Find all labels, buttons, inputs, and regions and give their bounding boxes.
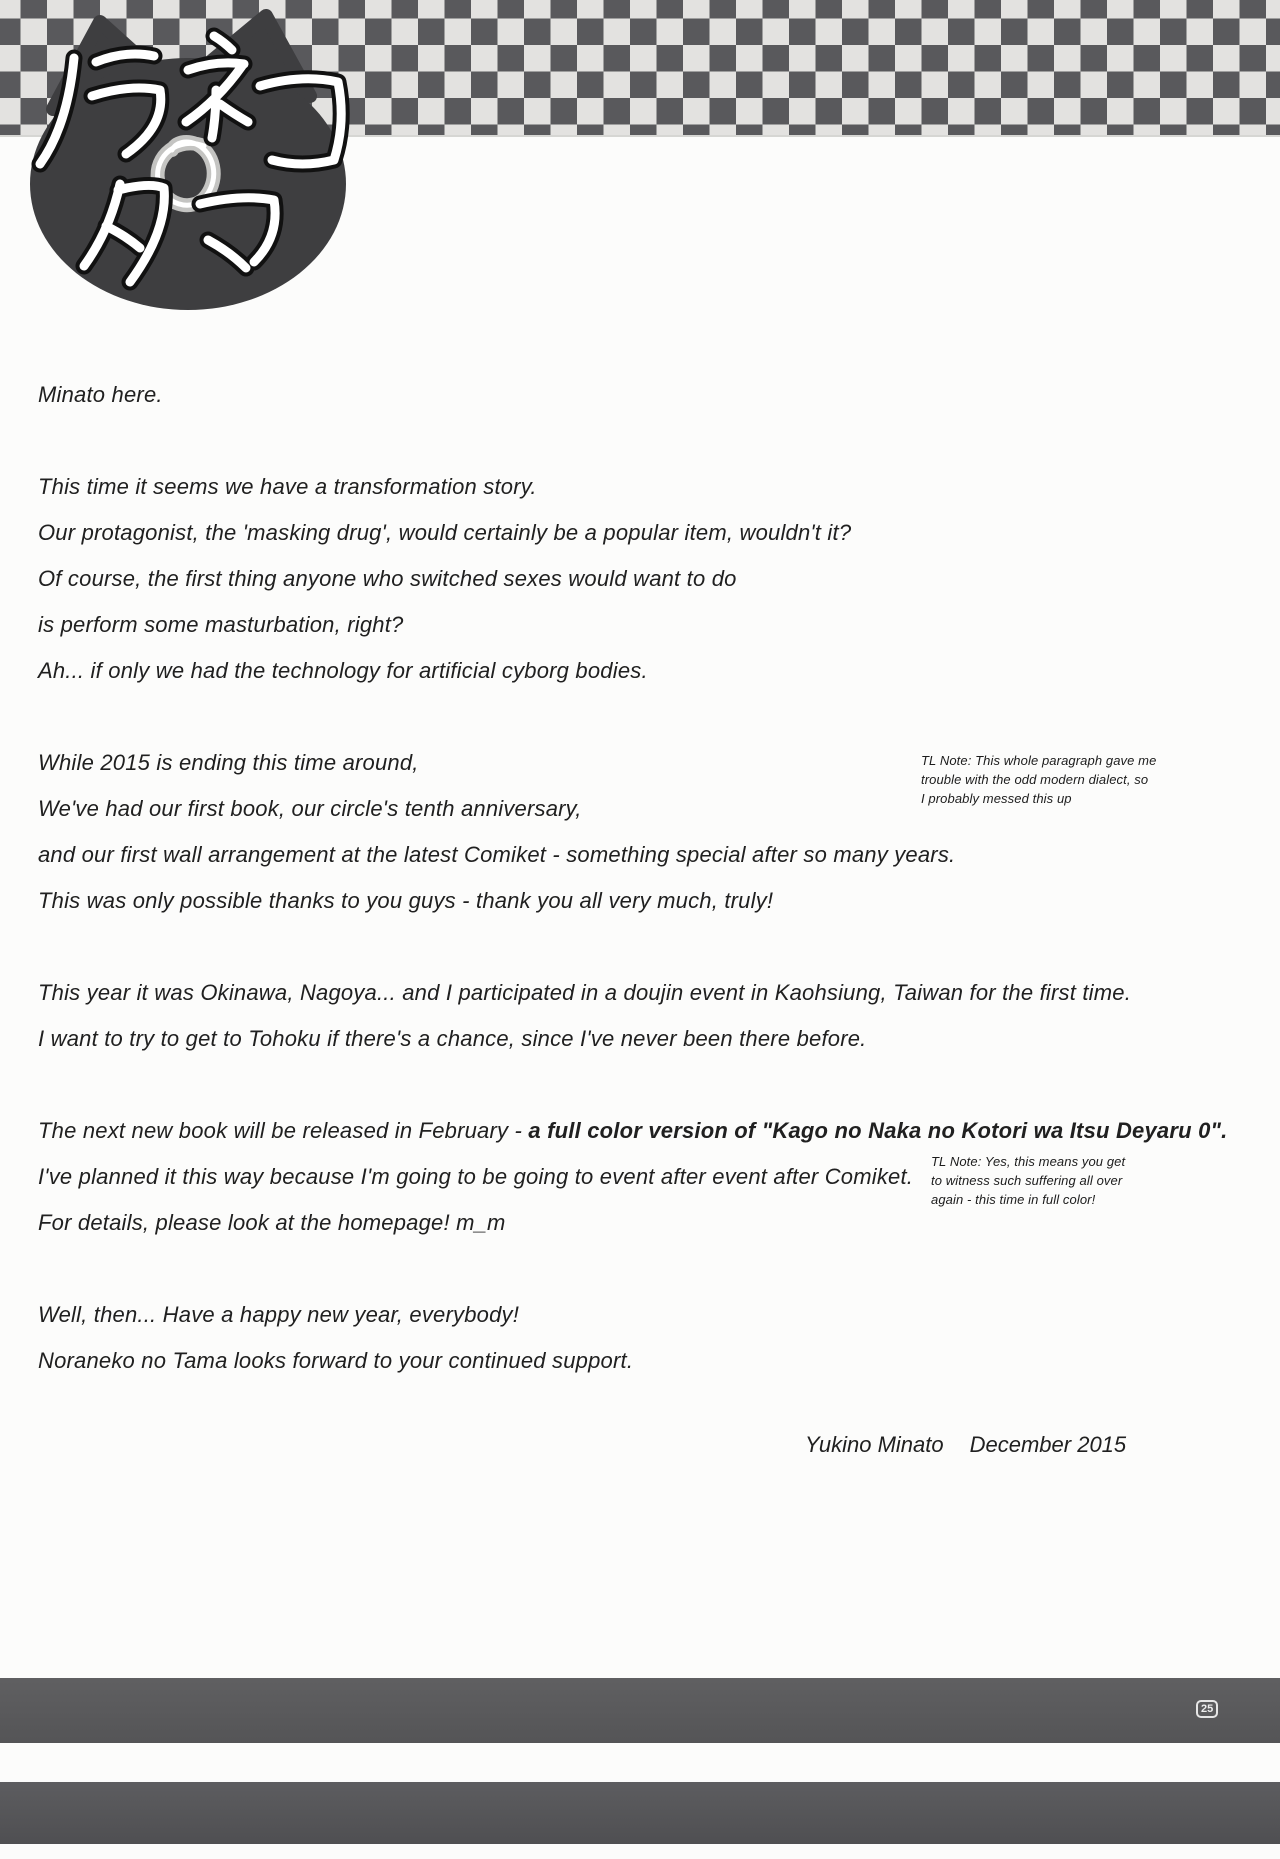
body-line bbox=[38, 648, 1268, 694]
body-text-segment: We've had our first book, our circle's tenth anniversary, bbox=[38, 796, 582, 821]
body-text-segment: is perform some masturbation, right? bbox=[38, 612, 404, 637]
signature-date: December 2015 bbox=[969, 1432, 1127, 1457]
tl-note-line: I probably messed this up bbox=[921, 791, 1072, 806]
body-line bbox=[38, 464, 1268, 510]
body-line bbox=[38, 556, 1268, 602]
bottom-bar-2 bbox=[0, 1782, 1280, 1844]
tl-note-line: TL Note: This whole paragraph gave me bbox=[921, 753, 1157, 768]
body-text-segment: This year it was Okinawa, Nagoya... and I participated in a doujin event in Kaohsiung, Taiwan for the first time. bbox=[38, 980, 1132, 1005]
body-line bbox=[38, 602, 1268, 648]
body-text-segment: Well, then... Have a happy new year, everybody! bbox=[38, 1302, 520, 1327]
body-text-segment: This time it seems we have a transformation story. bbox=[38, 474, 537, 499]
author-name: Yukino Minato bbox=[805, 1432, 944, 1457]
tl-note-1 bbox=[921, 751, 1156, 808]
circle-logo bbox=[8, 4, 368, 316]
body-line bbox=[38, 694, 1268, 740]
tl-note-line: to witness such suffering all over bbox=[931, 1173, 1123, 1188]
tl-note-line: trouble with the odd modern dialect, so bbox=[921, 772, 1149, 787]
body-line bbox=[38, 1292, 1268, 1338]
page-number-badge: 25 bbox=[1196, 1700, 1218, 1718]
body-text-segment: The next new book will be released in February - bbox=[38, 1118, 529, 1143]
signature bbox=[805, 1432, 1126, 1458]
body-line bbox=[38, 418, 1268, 464]
body-line bbox=[38, 970, 1268, 1016]
bottom-bar-1 bbox=[0, 1678, 1280, 1743]
tl-note-line: again - this time in full color! bbox=[931, 1192, 1096, 1207]
body-text-segment: Noraneko no Tama looks forward to your continued support. bbox=[38, 1348, 634, 1373]
body-text-bold-segment: a full color version of "Kago no Naka no Kotori wa Itsu Deyaru 0". bbox=[528, 1118, 1228, 1143]
body-text-segment: I've planned it this way because I'm going to be going to event after event after Comiket. bbox=[38, 1164, 914, 1189]
body-line bbox=[38, 1246, 1268, 1292]
tl-note-2 bbox=[931, 1152, 1125, 1209]
body-line bbox=[38, 510, 1268, 556]
body-text-segment: While 2015 is ending this time around, bbox=[38, 750, 419, 775]
body-text-segment: Minato here. bbox=[38, 382, 163, 407]
body-line bbox=[38, 1338, 1268, 1384]
body-text-segment: For details, please look at the homepage! m_m bbox=[38, 1210, 506, 1235]
body-text-segment: Of course, the first thing anyone who switched sexes would want to do bbox=[38, 566, 737, 591]
body-text-segment: I want to try to get to Tohoku if there's a chance, since I've never been there before. bbox=[38, 1026, 867, 1051]
body-text-segment: Ah... if only we had the technology for artificial cyborg bodies. bbox=[38, 658, 648, 683]
body-text-segment: This was only possible thanks to you guys - thank you all very much, truly! bbox=[38, 888, 774, 913]
body-text-segment: and our first wall arrangement at the latest Comiket - something special after so many years. bbox=[38, 842, 956, 867]
body-line bbox=[38, 1108, 1268, 1154]
body-line bbox=[38, 832, 1268, 878]
body-line bbox=[38, 372, 1268, 418]
body-line bbox=[38, 1062, 1268, 1108]
body-line bbox=[38, 878, 1268, 924]
tl-note-line: TL Note: Yes, this means you get bbox=[931, 1154, 1126, 1169]
body-line bbox=[38, 1016, 1268, 1062]
noraneko-no-tama-logo-icon bbox=[8, 4, 368, 316]
body-text bbox=[38, 372, 1268, 1384]
body-text-segment: Our protagonist, the 'masking drug', would certainly be a popular item, wouldn't it? bbox=[38, 520, 852, 545]
body-line bbox=[38, 924, 1268, 970]
